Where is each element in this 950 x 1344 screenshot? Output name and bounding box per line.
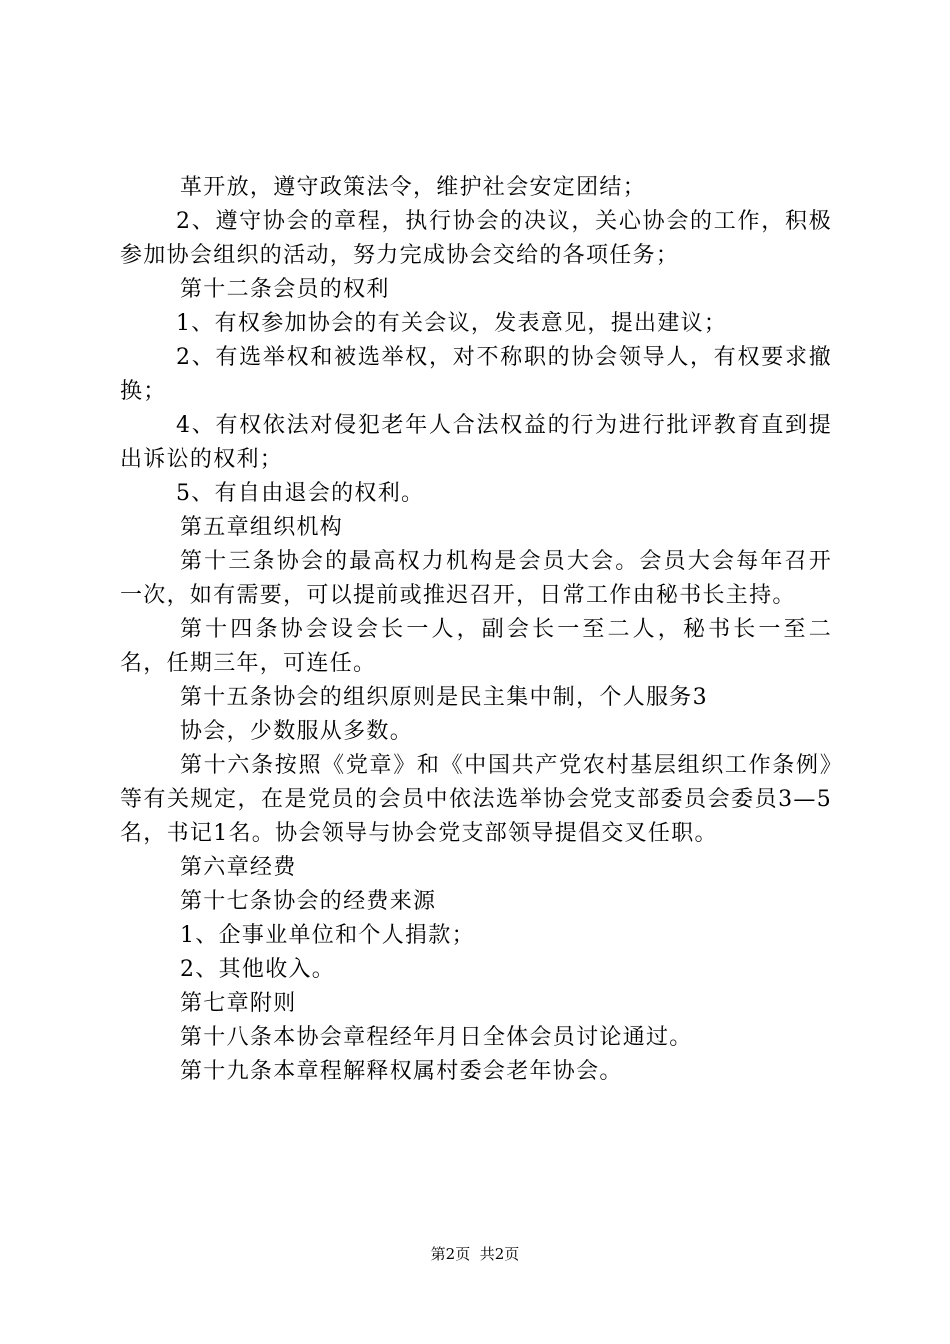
chapter-7-heading: 第七章附则 xyxy=(180,991,297,1016)
article-17: 第十七条协会的经费来源 xyxy=(180,889,437,914)
paragraph-6: 4、有权依法对侵犯老年人合法权益的行为进行批评教育直到提出诉讼的权利； xyxy=(120,413,832,472)
paragraph-17: 2、其他收入。 xyxy=(180,957,336,982)
paragraph-4: 1、有权参加协会的有关会议，发表意见，提出建议； xyxy=(176,311,728,336)
page-total: 共2页 xyxy=(479,1245,520,1263)
page-footer xyxy=(0,1244,950,1264)
article-14: 第十四条协会设会长一人，副会长一至二人，秘书长一至二名，任期三年，可连任。 xyxy=(120,617,832,676)
paragraph-1: 革开放，遵守政策法令，维护社会安定团结； xyxy=(180,175,647,200)
article-12-heading: 第十二条会员的权利 xyxy=(180,277,390,302)
article-16: 第十六条按照《党章》和《中国共产党农村基层组织工作条例》等有关规定，在是党员的会员中依法选举协会党支部委员会委员3—5名，书记1名。协会领导与协会党支部领导提倡交叉任职。 xyxy=(120,753,832,846)
article-19: 第十九条本章程解释权属村委会老年协会。 xyxy=(180,1059,623,1084)
chapter-5-heading: 第五章组织机构 xyxy=(180,515,344,540)
article-18: 第十八条本协会章程经年月日全体会员讨论通过。 xyxy=(180,1025,693,1050)
article-15: 第十五条协会的组织原则是民主集中制，个人服务3 xyxy=(180,685,708,710)
paragraph-5: 2、有选举权和被选举权，对不称职的协会领导人，有权要求撤换； xyxy=(120,345,832,404)
paragraph-16: 1、企事业单位和个人捐款； xyxy=(180,923,475,948)
article-13: 第十三条协会的最高权力机构是会员大会。会员大会每年召开一次，如有需要，可以提前或推迟召开，日常工作由秘书长主持。 xyxy=(120,549,832,608)
page-number: 第2页 xyxy=(430,1245,471,1263)
paragraph-2: 2、遵守协会的章程，执行协会的决议，关心协会的工作，积极参加协会组织的活动，努力完成协会交给的各项任务； xyxy=(120,209,832,268)
document-body xyxy=(120,171,832,1089)
paragraph-12: 协会，少数服从多数。 xyxy=(180,719,414,744)
paragraph-7: 5、有自由退会的权利。 xyxy=(176,481,425,506)
chapter-6-heading: 第六章经费 xyxy=(180,855,297,880)
